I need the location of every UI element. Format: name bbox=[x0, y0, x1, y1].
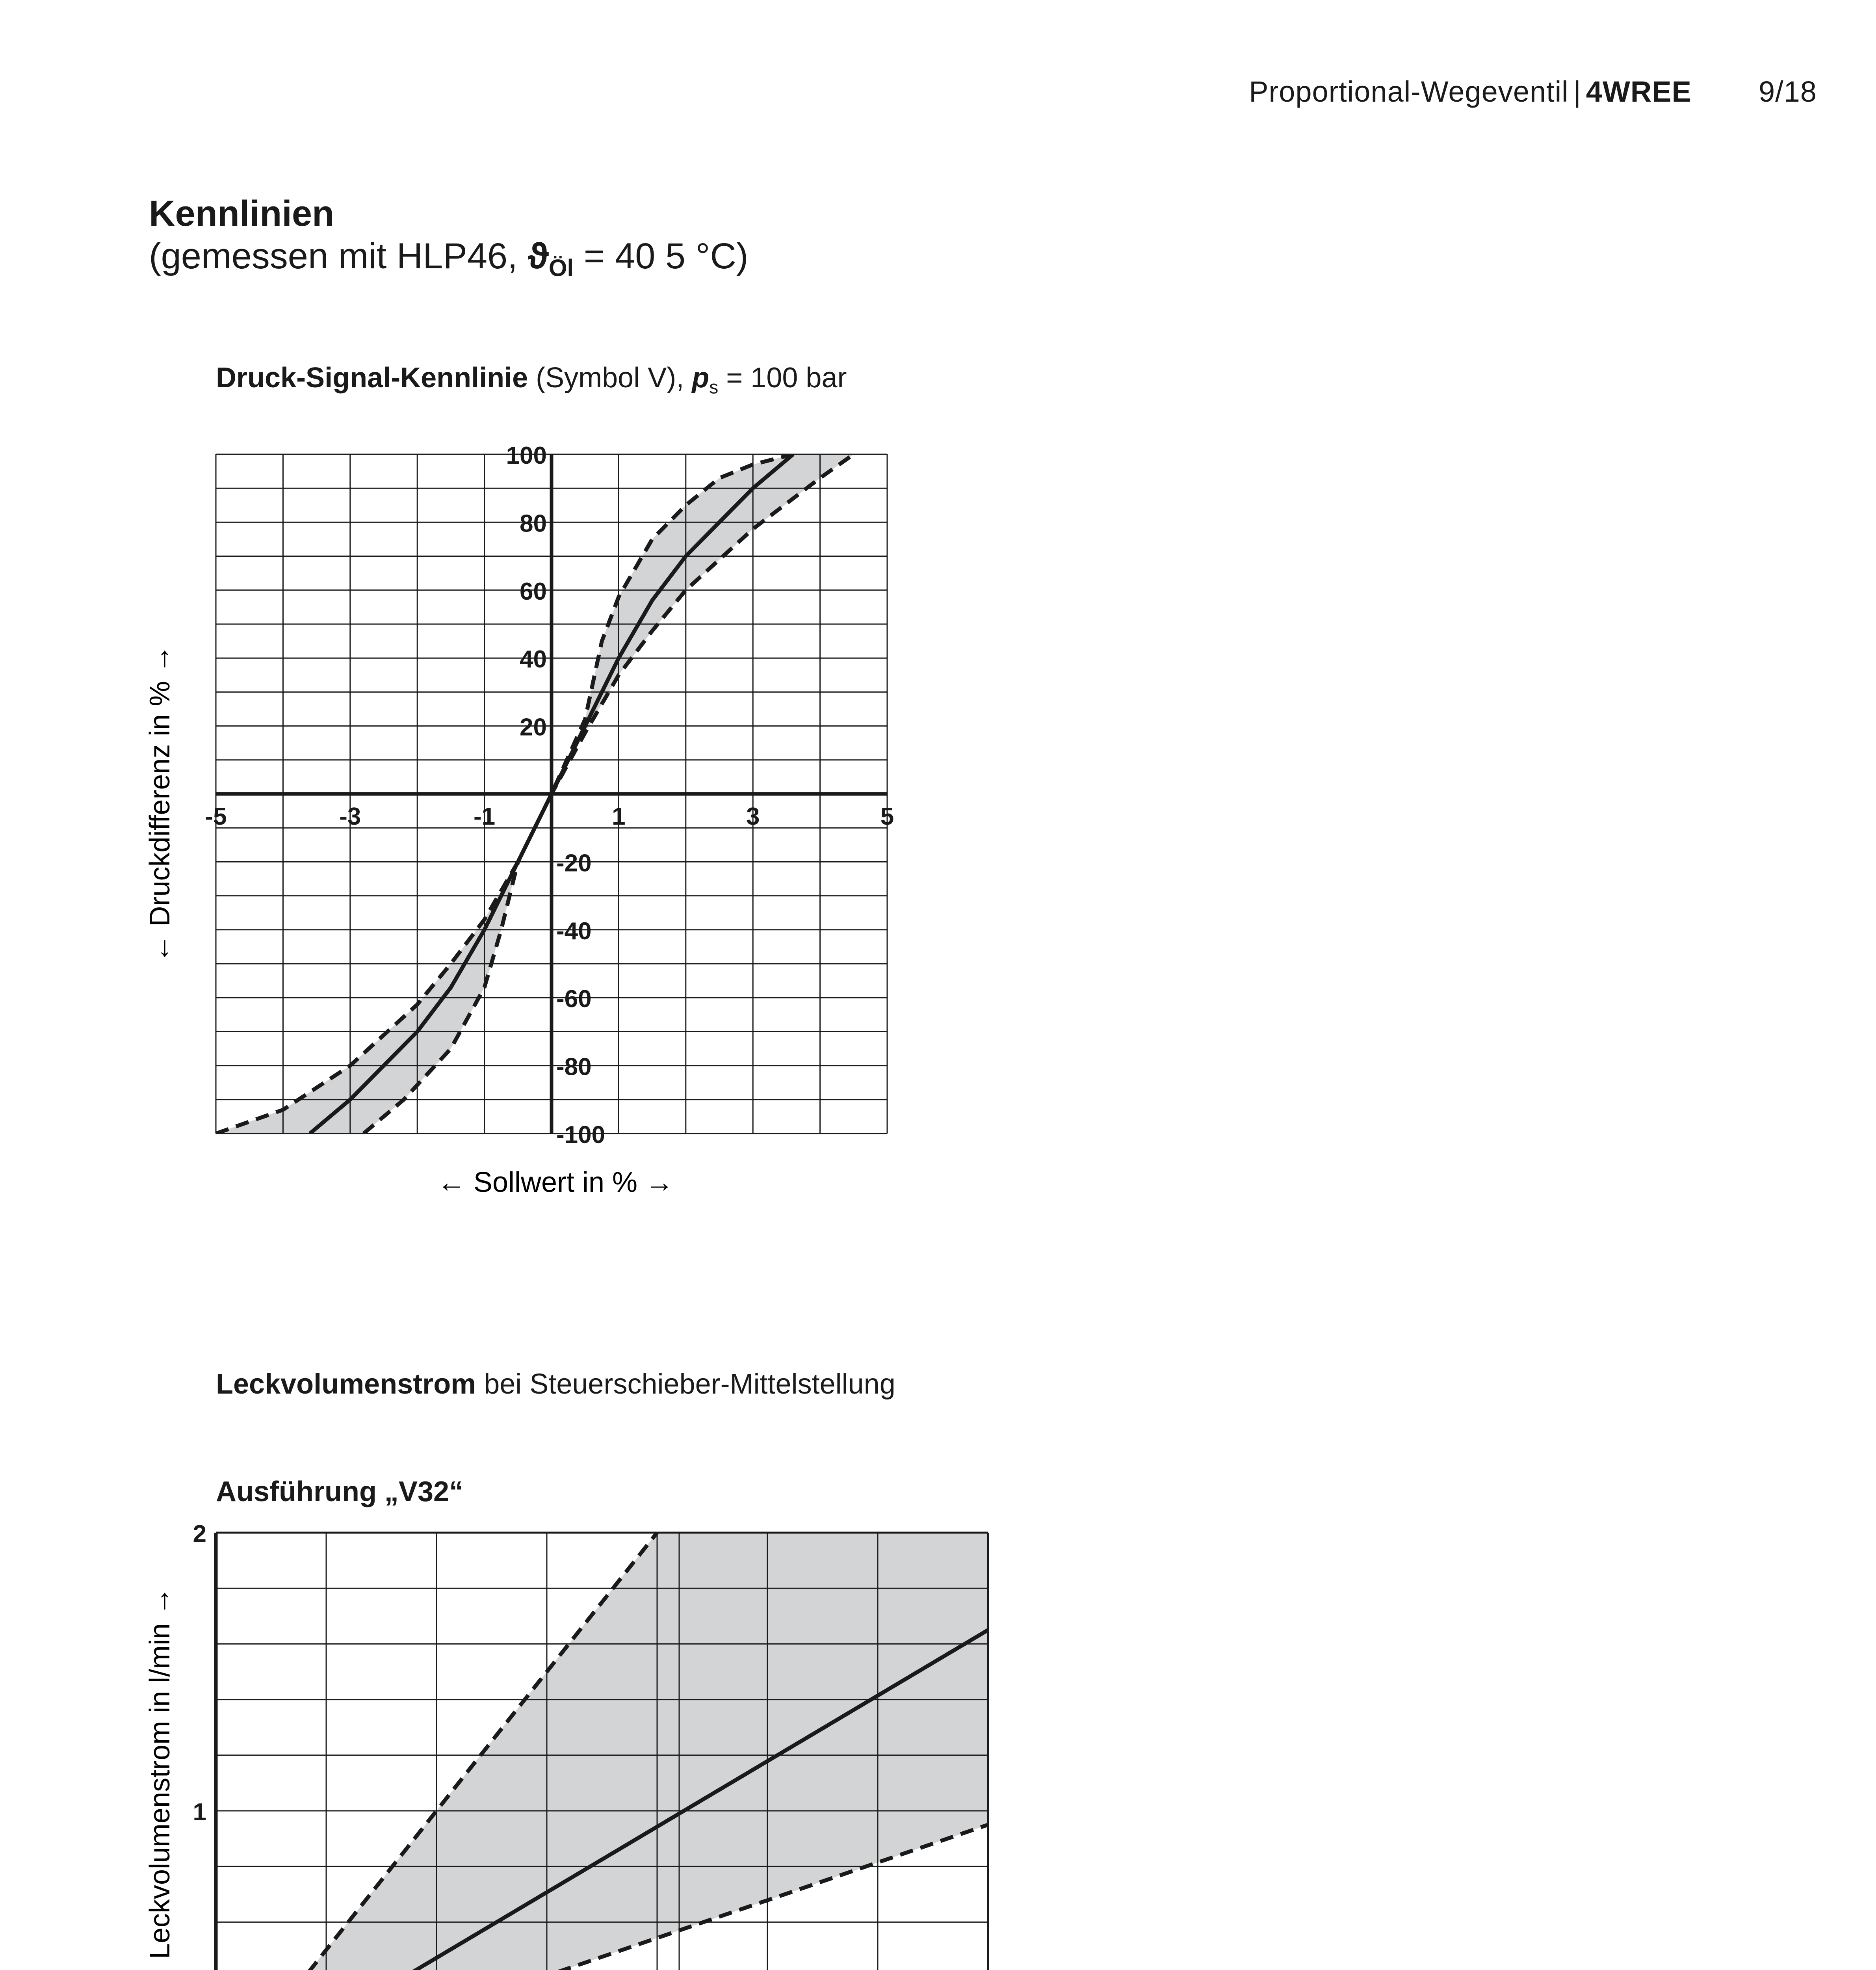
chart1-y-tick-label: -80 bbox=[556, 1053, 592, 1081]
chart1-y-tick-label: 80 bbox=[520, 510, 547, 537]
chart1-param: p bbox=[692, 362, 710, 394]
pressure-signal-chart bbox=[144, 442, 894, 1198]
chart1-x-axis-label: ← Sollwert in % → bbox=[437, 1167, 674, 1198]
chart2-tolerance-band bbox=[216, 1533, 988, 1970]
chart1-x-tick-label: 5 bbox=[880, 803, 894, 830]
chart2-y-tick-label: 1 bbox=[193, 1799, 206, 1826]
chart1-y-axis-label: ← Druckdifferenz in % → bbox=[144, 645, 176, 963]
chart1-y-tick-label: -100 bbox=[556, 1121, 606, 1149]
chart1-title-bold: Druck-Signal-Kennlinie bbox=[216, 362, 528, 394]
subtitle-prefix: (gemessen mit HLP46, bbox=[149, 236, 518, 276]
chart1-y-tick-label: -20 bbox=[556, 849, 592, 877]
theta-subscript: Öl bbox=[548, 255, 574, 281]
product-name: Proportional-Wegeventil bbox=[1249, 75, 1569, 108]
chart1-y-tick-label: 40 bbox=[520, 646, 547, 673]
chart1-x-tick-label: -1 bbox=[474, 803, 496, 830]
chart1-y-tick-label: -40 bbox=[556, 917, 592, 945]
theta-symbol: ϑ bbox=[528, 236, 549, 276]
chart1-y-tick-label: 60 bbox=[520, 578, 547, 605]
chart2-y-axis-label: Leckvolumenstrom in l/min → bbox=[144, 1587, 176, 1959]
leakage-chart bbox=[144, 1520, 1009, 1970]
chart1-y-tick-label: 20 bbox=[520, 714, 547, 741]
product-code: 4WREE bbox=[1586, 75, 1692, 108]
chart1-x-tick-label: 1 bbox=[612, 803, 626, 830]
chart1-x-tick-label: 3 bbox=[746, 803, 760, 830]
chart2-intro-bold: Leckvolumenstrom bbox=[216, 1368, 476, 1400]
chart1-x-tick-label: -5 bbox=[205, 803, 227, 830]
chart1-param-sub: s bbox=[709, 377, 719, 398]
chart2-band-area bbox=[216, 1533, 988, 1970]
chart1-x-tick-label: -3 bbox=[339, 803, 361, 830]
header-separator: | bbox=[1573, 75, 1581, 108]
chart1-title-rest: (Symbol V), bbox=[536, 362, 684, 394]
section-title: Kennlinien bbox=[149, 193, 334, 234]
chart2-intro-rest: bei Steuerschieber-Mittelstellung bbox=[484, 1368, 895, 1400]
chart2-title: Ausführung „V32“ bbox=[216, 1476, 464, 1507]
chart1-y-tick-label: 100 bbox=[506, 442, 547, 469]
chart1-y-tick-label: -60 bbox=[556, 985, 592, 1013]
page-number: 9/18 bbox=[1758, 75, 1817, 108]
chart2-y-tick-label: 2 bbox=[193, 1520, 206, 1548]
subtitle-suffix: = 40 5 °C) bbox=[583, 236, 749, 276]
chart1-param-value: = 100 bar bbox=[726, 362, 847, 394]
